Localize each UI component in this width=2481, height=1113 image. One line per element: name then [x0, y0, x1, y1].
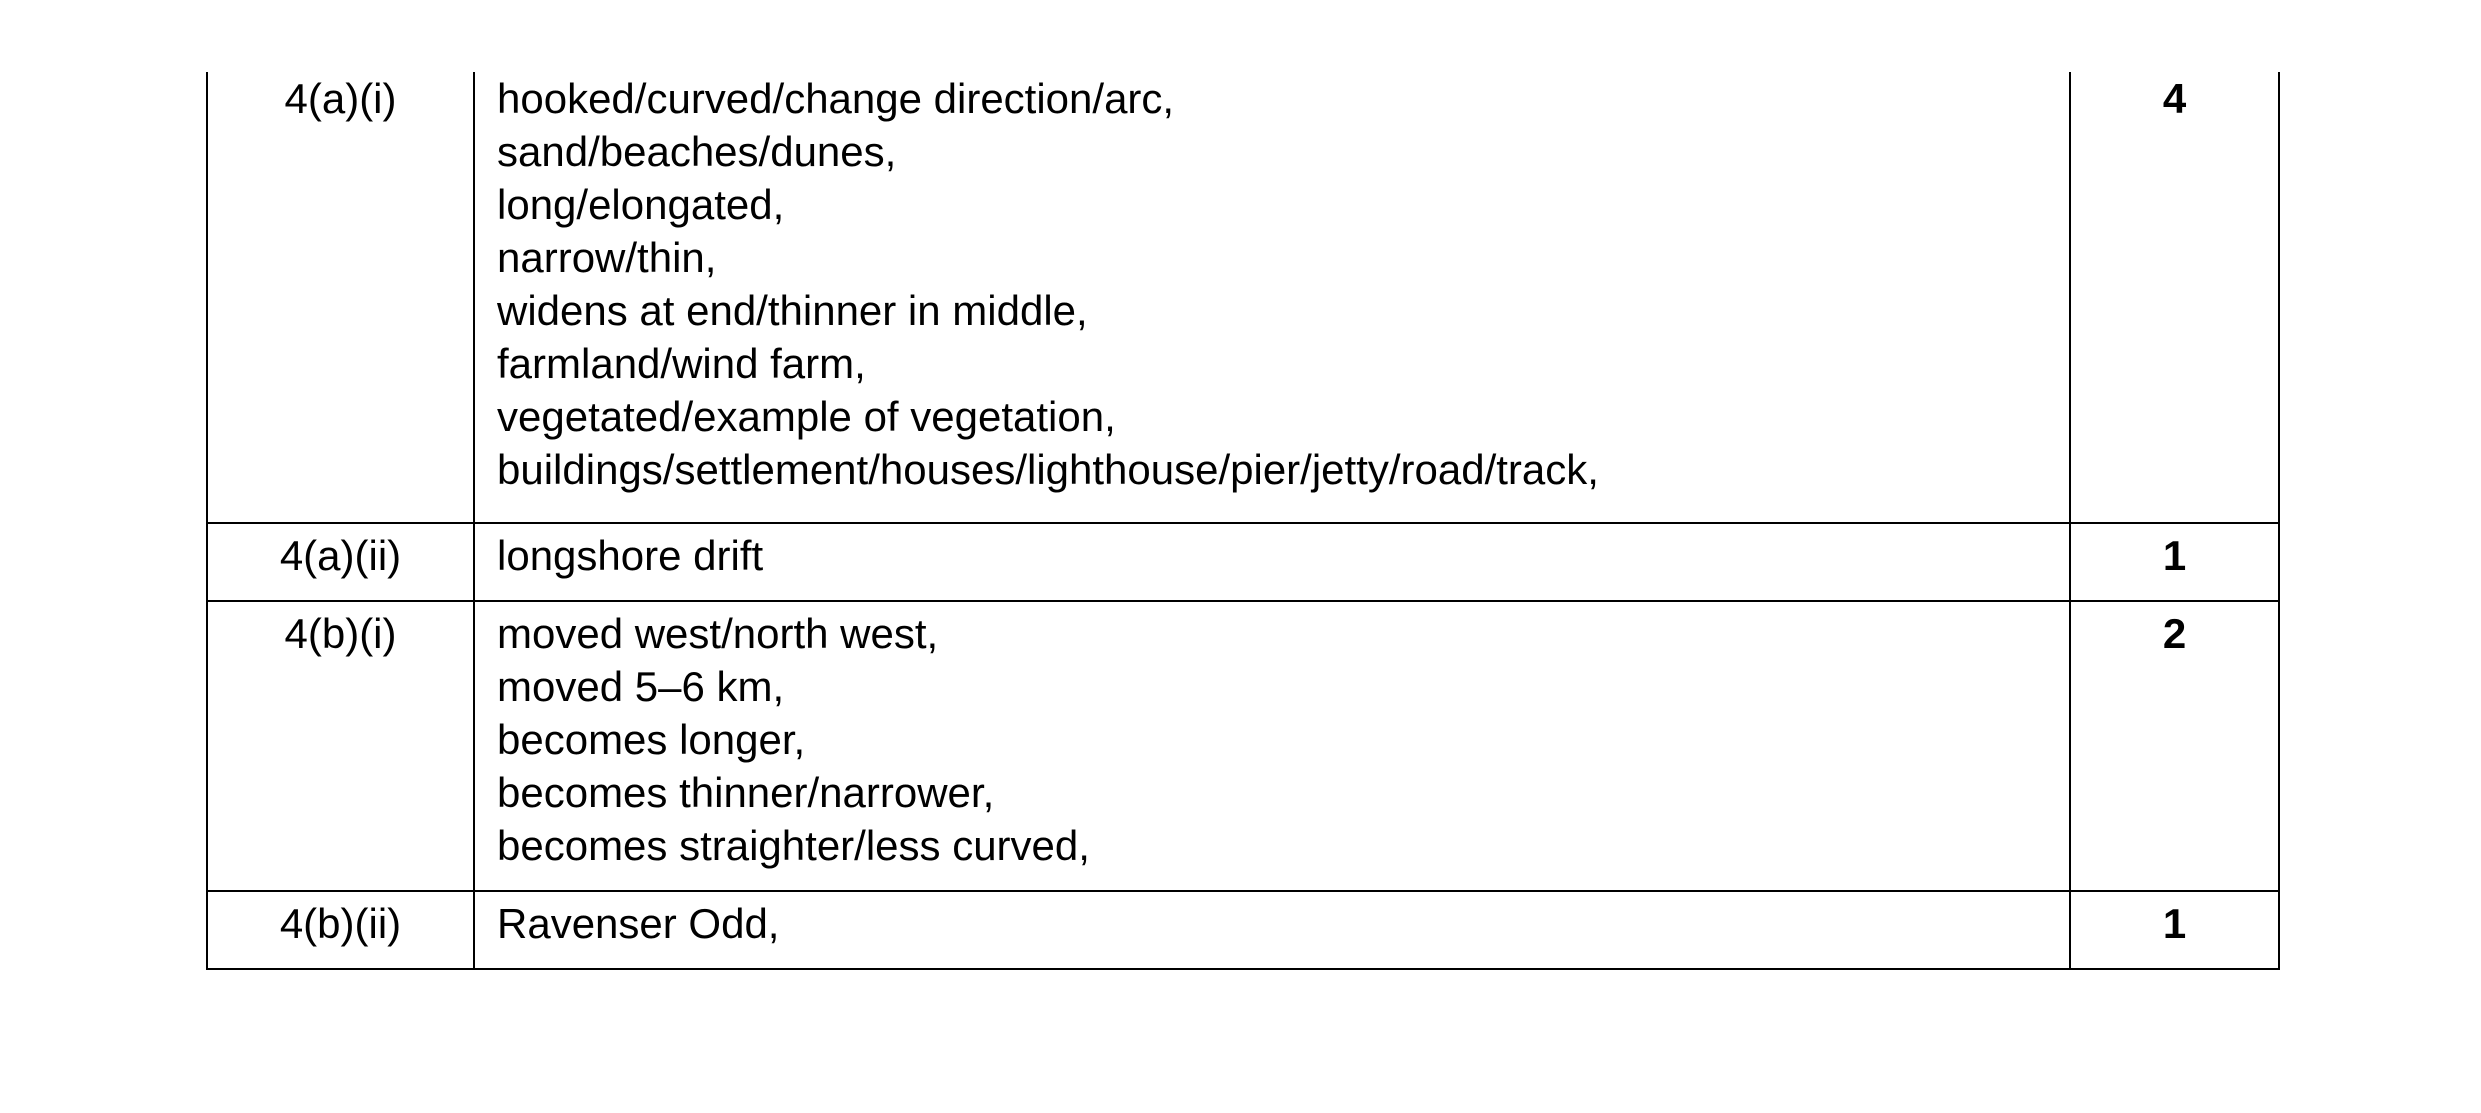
answer-line: farmland/wind farm, [497, 340, 866, 387]
answer-line: long/elongated, [497, 181, 785, 228]
answer-line: widens at end/thinner in middle, [497, 287, 1088, 334]
answer-line: hooked/curved/change direction/arc, [497, 75, 1175, 122]
table-row [207, 72, 2279, 523]
answer-line: narrow/thin, [497, 234, 717, 281]
answer-line: sand/beaches/dunes, [497, 128, 897, 175]
table-row [207, 601, 2279, 891]
table-row [207, 891, 2279, 969]
answer-cell [474, 891, 2070, 969]
answer-line: becomes straighter/less curved, [497, 822, 1090, 869]
question-number: 4(b)(ii) [207, 891, 474, 969]
table-row [207, 523, 2279, 601]
mark-scheme-table [206, 72, 2280, 970]
answer-line: becomes thinner/narrower, [497, 769, 995, 816]
answer-cell [474, 601, 2070, 891]
marks-value: 1 [2070, 523, 2279, 601]
question-number: 4(a)(i) [207, 72, 474, 523]
marks-value: 2 [2070, 601, 2279, 891]
answer-cell [474, 523, 2070, 601]
marks-value: 4 [2070, 72, 2279, 523]
question-number: 4(a)(ii) [207, 523, 474, 601]
question-number: 4(b)(i) [207, 601, 474, 891]
answer-cell [474, 72, 2070, 523]
answer-line: Ravenser Odd, [497, 900, 780, 947]
answer-line: moved west/north west, [497, 610, 939, 657]
marks-value: 1 [2070, 891, 2279, 969]
answer-line: vegetated/example of vegetation, [497, 393, 1116, 440]
answer-line: moved 5–6 km, [497, 663, 785, 710]
answer-line: becomes longer, [497, 716, 806, 763]
answer-line: buildings/settlement/houses/lighthouse/pier/jetty/road/track, [497, 446, 1599, 493]
answer-line: longshore drift [497, 532, 764, 579]
